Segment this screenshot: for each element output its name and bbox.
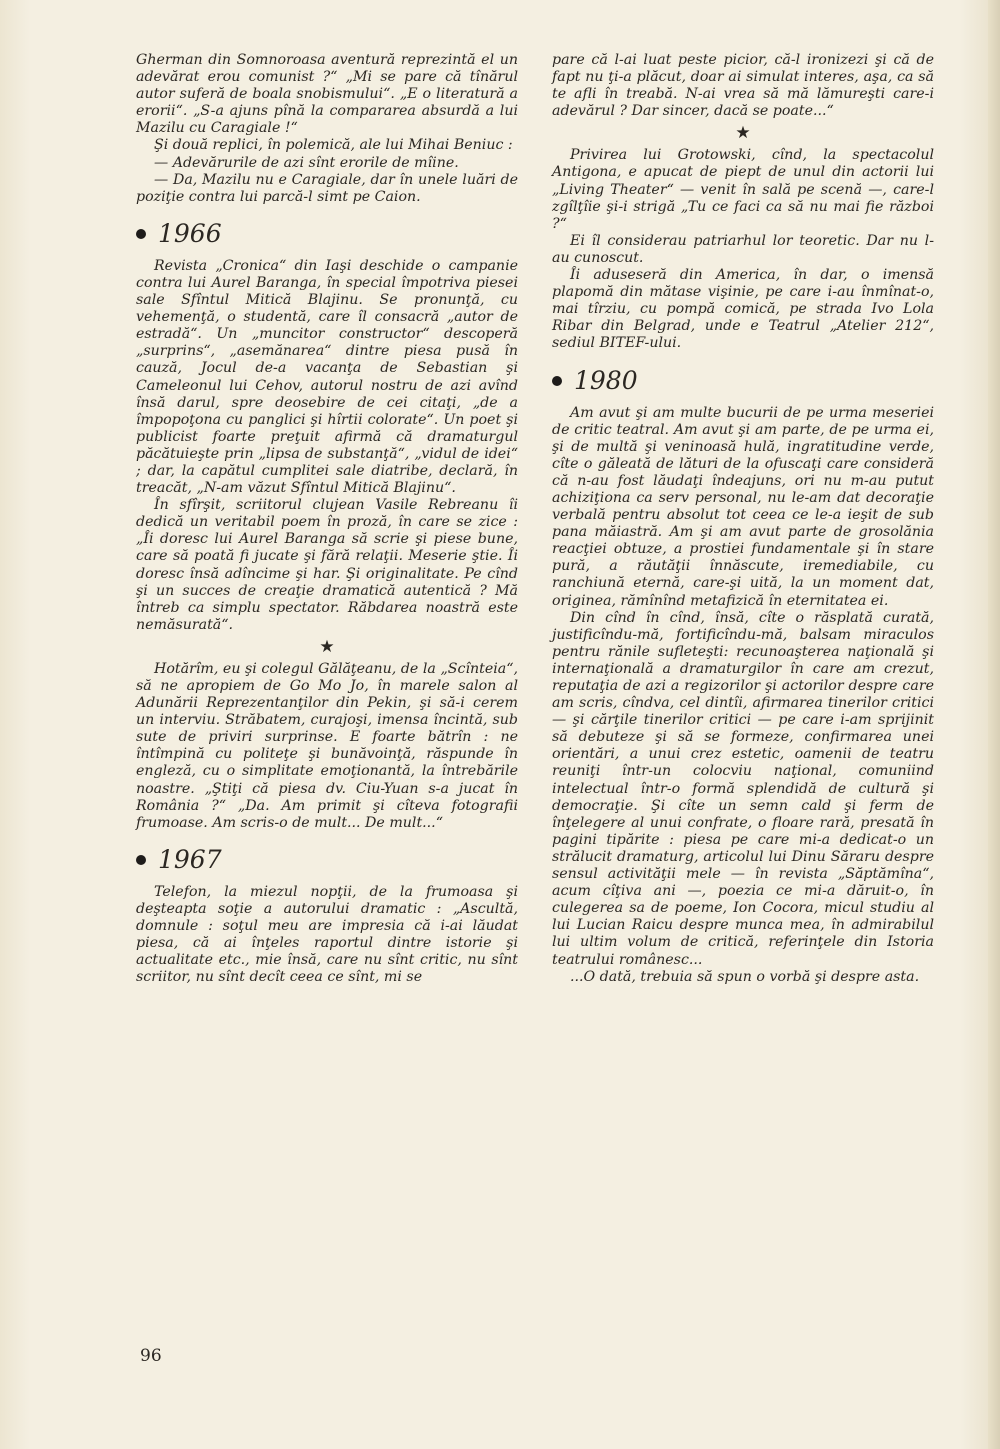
left-column — [136, 52, 518, 986]
page-spine-edge — [988, 0, 1000, 1449]
year-label: 1980 — [574, 365, 638, 395]
year-heading-1966 — [136, 220, 518, 248]
star-separator-icon: ★ — [735, 123, 751, 144]
paragraph: ...O dată, trebuia să spun o vorbă şi despre asta. — [570, 968, 920, 985]
paragraph: Hotărîm, eu şi colegul Gălăţeanu, de la „Scînteia“, să ne apropiem de Go Mo Jo, în marele salon al Adunării Reprezentanţilor din Pekin, şi să-i cerem un interviu. Străbatem, curajoşi, imensa încintă, sub sute de priviri surprinse. E foarte bătrîn : ne întîmpină cu politeţe şi bunăvoinţă, răspunde în engleză, cu o simplitate emoţionantă, la întrebările noastre. „Ştiţi că piesa dv. Ciu-Yuan s-a jucat în România ?“ „Da. Am primit şi cîteva fotografii frumoase. Am scris-o de mult... De mult...“ — [136, 660, 518, 831]
star-separator-icon: ★ — [319, 636, 335, 657]
year-heading-1980 — [552, 367, 934, 395]
year-heading-1967 — [136, 846, 518, 874]
paragraph: Privirea lui Grotowski, cînd, la spectacolul Antigona, e apucat de piept de unul din actorii lui „Living Theater“ — venit în sală pe scenă —, care-l zgîlţîie şi-i strigă „Tu ce faci ca să nu mai fie război ?“ — [552, 147, 934, 232]
paragraph: În sfîrşit, scriitorul clujean Vasile Rebreanu îi dedică un veritabil poem în proză, în care se zice : „Îi doresc lui Aurel Baranga să scrie şi piese bune, care să poată fi jucate şi fără relaţii. Meserie ştie. Îi doresc însă adîncime şi har. Şi originalitate. Pe cînd şi un succes de creaţie dramatică autentică ? Mă întreb ca simplu spectator. Răbdarea noastră este nemăsurată“. — [136, 497, 518, 633]
paragraph: Ei îl considerau patriarhul lor teoretic. Dar nu l-au cunoscut. — [552, 232, 934, 266]
paragraph: Îi aduseseră din America, în dar, o imensă plapomă din mătase vişinie, pe care i-au înmînat-o, mai tîrziu, cu pompă comică, pe strada Ivo Lola Ribar din Belgrad, unde e Teatrul „Atelier 212“, sediul BITEF-ului. — [552, 267, 934, 352]
paragraph: pare că l-ai luat peste picior, că-l ironizezi şi că de fapt nu ţi-a plăcut, doar ai simulat interes, aşa, ca să te afli în treabă. N-ai vrea să mă lămureşti care-i adevărul ? Dar sincer, dacă se poate...“ — [552, 52, 934, 120]
paragraph: Gherman din Somnoroasa aventură reprezintă el un adevărat erou comunist ?“ „Mi se pare că tînărul autor suferă de boala snobismului“. „E o literatură a erorii“. „S-a ajuns pînă la compararea absurdă a lui Mazilu cu Caragiale !“ — [136, 52, 518, 137]
paragraph: — Da, Mazilu nu e Caragiale, dar în unele luări de poziţie contra lui parcă-l simt pe Caion. — [136, 171, 518, 205]
paragraph: — Adevărurile de azi sînt erorile de mîine. — [154, 154, 459, 171]
bullet-icon — [552, 376, 562, 386]
year-label: 1966 — [158, 218, 222, 248]
right-column — [552, 52, 934, 986]
bullet-icon — [136, 229, 146, 239]
paragraph: Din cînd în cînd, însă, cîte o răsplată curată, justificîndu-mă, fortificîndu-mă, balsam miraculos pentru rănile sufleteşti: recunoaşterea naţională şi internaţională a dramaturgilor în care am crezut, reputaţia de azi a regizorilor şi actorilor despre care am scris, cîndva, cel dintîi, afirmarea tinerilor critici — şi cărţile tinerilor critici — pe care i-am sprijinit să debuteze şi să se formeze, confirmarea unei orientări, a unui crez estetic, oamenii de teatru reuniţi într-un colocviu naţional, comuniind intelectual într-o formă splendidă de cultură şi democraţie. Şi cîte un semn cald şi ferm de înţelegere al unui confrate, o floare rară, presată în pagini tipărite : piesa pe care mi-a dedicat-o un strălucit dramaturg, articolul lui Dinu Săraru despre sensul activităţii mele — în revista „Săptămîna“, acum cîţiva ani —, poezia ce mi-a dăruit-o, în culegerea sa de poeme, Ion Cocora, micul studiu al lui Lucian Raicu despre munca mea, în admirabilul lui ultim volum de critică, referinţele din Istoria teatrului românesc... — [552, 609, 934, 968]
paragraph: Am avut şi am multe bucurii de pe urma meseriei de critic teatral. Am avut şi am parte, de pe urma ei, şi de multă şi veninoasă hulă, ingratitudine verde, cîte o găleată de lături de la ofuscaţi care consideră că n-au fost lăudaţi îndeajuns, ori nu m-au putut achiziţiona ca serv personal, nu le-am dat decoraţie verbală pentru absolut tot ceea ce le-a ieşit de sub pana măiastră. Am şi am avut parte de grosolănia reacţiei obtuze, a prostiei fundamentale şi în stare pură, a răutăţii înnăscute, iremediabile, cu ranchiună eternă, care-şi uită, la un moment dat, originea, rămînînd metafizică în eternitatea ei. — [552, 404, 934, 609]
page-number: 96 — [140, 1346, 162, 1366]
bullet-icon — [136, 855, 146, 865]
paragraph: Telefon, la miezul nopţii, de la frumoasa şi deşteapta soţie a autorului dramatic : „Ascultă, domnule : soţul meu are impresia că i-ai lăudat piesa, că ai înţeles raportul dintre istorie şi actualitate etc., mie însă, care nu sînt critic, nu sînt scriitor, nu sînt decît ceea ce sînt, mi se — [136, 883, 518, 986]
paragraph: Revista „Cronica“ din Iaşi deschide o campanie contra lui Aurel Baranga, în special împotriva piesei sale Sfîntul Mitică Blajinu. Se pronunţă, cu vehemenţă, o studentă, care îl consacră „autor de estradă“. Un „muncitor constructor“ descoperă „surprins“, „asemănarea“ dintre piesa pusă în cauză, Jocul de-a vacanţa de Sebastian şi Cameleonul lui Cehov, autorul nostru de azi avînd însă darul, spre deosebire de cei citaţi, „de a împopoţona cu panglici şi hîrtii colorate“. Un poet şi publicist foarte preţuit afirmă că dramaturgul păcătuieşte prin „lipsa de substanţă“, „vidul de idei“ ; dar, la capătul cumplitei sale diatribe, declară, în treacăt, „N-am văzut Sfîntul Mitică Blajinu“. — [136, 257, 518, 497]
year-label: 1967 — [158, 844, 222, 874]
paragraph: Şi două replici, în polemică, ale lui Mihai Beniuc : — [154, 137, 513, 154]
